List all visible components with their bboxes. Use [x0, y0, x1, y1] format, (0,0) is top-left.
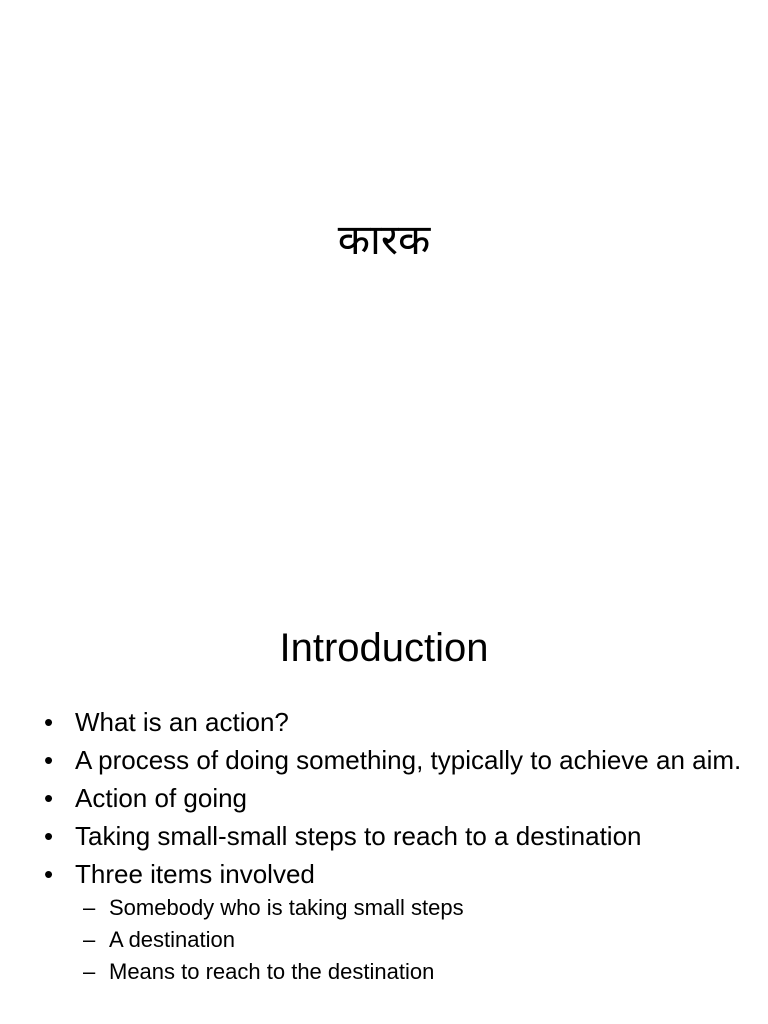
sub-bullet-marker: –: [83, 927, 96, 952]
sub-bullet-list: [75, 892, 744, 988]
sub-bullet-marker: –: [83, 959, 96, 984]
bullet-item: [44, 706, 744, 738]
sub-bullet-marker: –: [83, 895, 96, 920]
bullet-item: [44, 820, 744, 852]
bullet-text: Three items involved: [75, 859, 315, 889]
bullet-list: [44, 706, 744, 994]
bullet-marker: •: [44, 745, 54, 775]
bullet-marker: •: [44, 859, 54, 889]
bullet-text: Taking small-small steps to reach to a destination: [75, 821, 642, 851]
section-heading: Introduction: [279, 626, 489, 670]
slide-title: कारक: [337, 215, 431, 264]
sub-bullet-item: [75, 956, 744, 988]
bullet-marker: •: [44, 783, 54, 813]
bullet-text: A process of doing something, typically to achieve an aim.: [75, 745, 742, 775]
bullet-marker: •: [44, 707, 54, 737]
sub-bullet-text: A destination: [109, 927, 235, 952]
sub-bullet-text: Means to reach to the destination: [109, 959, 435, 984]
sub-bullet-item: [75, 892, 744, 924]
bullet-item: [44, 782, 744, 814]
bullet-text: Action of going: [75, 783, 248, 813]
bullet-item: [44, 858, 744, 988]
bullet-item: [44, 744, 744, 776]
bullet-marker: •: [44, 821, 54, 851]
sub-bullet-text: Somebody who is taking small steps: [109, 895, 464, 920]
bullet-text: What is an action?: [75, 707, 289, 737]
sub-bullet-item: [75, 924, 744, 956]
